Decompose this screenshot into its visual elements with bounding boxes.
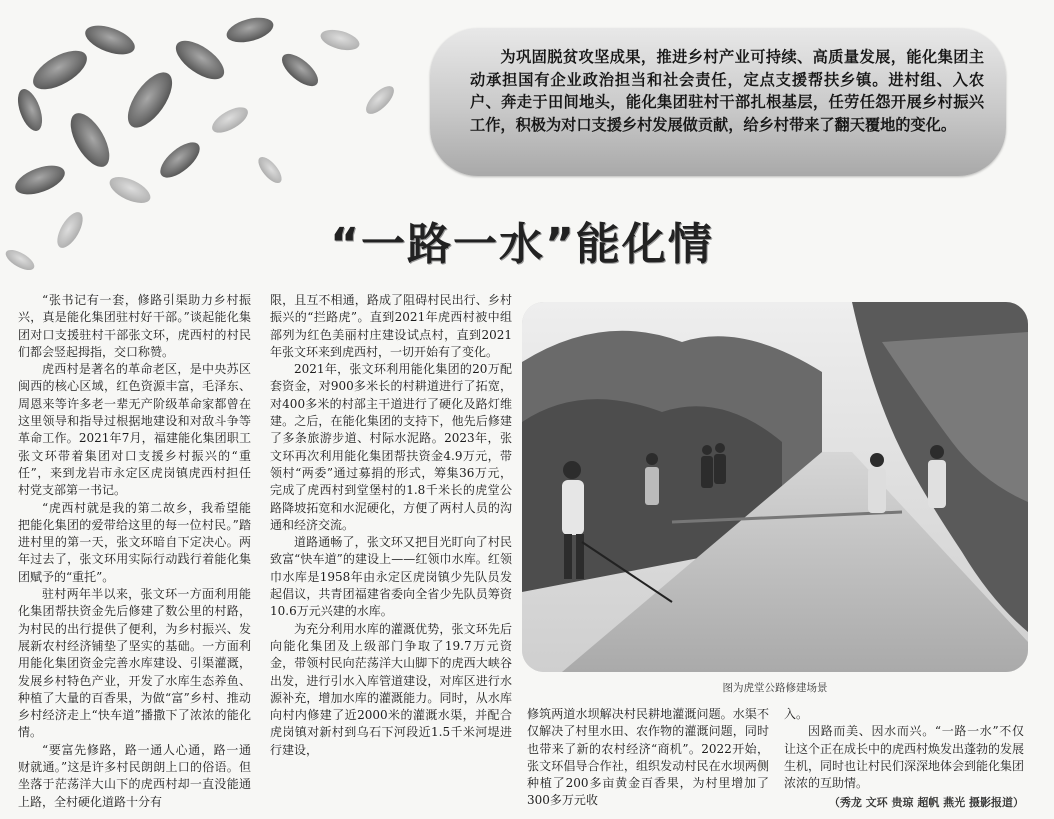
paragraph: 2021年，张文环利用能化集团的20万配套资金，对900多米长的村耕道进行了拓宽，对400多米的村部主干道进行了硬化及路灯维建。之后，在能化集团的支持下，他先后修建了多条旅游步道、村际水泥路。2023年，张文环再次利用能化集团帮扶资金4.9万元，带领村“两委”通过募捐的形式，筹集36万元，完成了虎西村到堂堡村的1.8千米长的虎堂公路降坡拓宽和水泥硬化，方便了两村人员的沟通和经济交流。 xyxy=(270,362,512,532)
paragraph: 驻村两年半以来，张文环一方面利用能化集团帮扶资金先后修建了数公里的村路，为村民的出行提供了便利，为乡村振兴、发展新农村经济铺垫了坚实的基础。一方面利用能化集团资金完善水库建设、引渠灌溉，发展乡村特色产业，开发了水库生态养鱼、种植了大量的百香果，为做“富”乡村、推动乡村经济走上“快车道”播撒下了浓浓的能化情。 xyxy=(18,587,251,740)
article-column-1 xyxy=(18,292,251,811)
photo-caption: 图为虎堂公路修建场景 xyxy=(722,682,828,694)
paragraph: “张书记有一套，修路引渠助力乡村振兴，真是能化集团驻村好干部。”谈起能化集团对口支援驻村干部张文环，虎西村的村民们都会竖起拇指，交口称赞。 xyxy=(18,293,251,359)
paragraph: 虎西村是著名的革命老区，是中央苏区闽西的核心区域，红色资源丰富，毛泽东、周恩来等许多老一辈无产阶级革命家都曾在这里领导和指导过根据地建设和对敌斗争等革命工作。2021年7月，福建能化集团职工张文环带着集团对口支援乡村振兴的“重任”，来到龙岩市永定区虎岗镇虎西村担任村党支部第一书记。 xyxy=(18,362,251,498)
byline: （秀龙 文环 贵琼 超帆 燕光 摄影报道） xyxy=(828,796,1024,810)
article-column-2 xyxy=(270,292,512,759)
intro-text: 为巩固脱贫攻坚成果，推进乡村产业可持续、高质量发展，能化集团主动承担国有企业政治担当和社会责任，定点支援帮扶乡镇。进村组、入农户、奔走于田间地头，能化集团驻村干部扎根基层，任劳任怨开展乡村振兴工作，积极为对口支援乡村发展做贡献，给乡村带来了翻天覆地的变化。 xyxy=(470,48,984,134)
road-construction-photo xyxy=(522,302,1028,672)
paragraph: 因路而美、因水而兴。“一路一水”不仅让这个正在成长中的虎西村焕发出蓬勃的发展生机，同时也让村民们深深地体会到能化集团浓浓的互助情。 xyxy=(784,724,1025,791)
intro-box xyxy=(430,28,1006,176)
article-column-3 xyxy=(527,706,769,810)
paragraph: 限，且互不相通，路成了阻碍村民出行、乡村振兴的“拦路虎”。直到2021年虎西村被中组部列为红色美丽村庄建设试点村，直到2021年张文环来到虎西村，一切开始有了变化。 xyxy=(270,293,512,359)
paragraph: 道路通畅了，张文环又把目光盯向了村民致富“快车道”的建设上——红领巾水库。红领巾水库是1958年由永定区虎岗镇少先队员发起倡议，共青团福建省委向全省少先队员筹资10.6万元兴建的水库。 xyxy=(270,535,512,619)
paragraph: “虎西村就是我的第二故乡，我希望能把能化集团的爱带给这里的每一位村民。”踏进村里的第一天，张文环暗自下定决心。两年过去了，张文环用实际行动践行着能化集团赋予的“重托”。 xyxy=(18,500,251,584)
paragraph: “要富先修路，路一通人心通，路一通财就通。”这是许多村民朗朗上口的俗语。但坐落于茫荡洋大山下的虎西村却一直没能通上路，全村硬化道路十分有 xyxy=(18,742,251,809)
paragraph: 为充分利用水库的灌溉优势，张文环先后向能化集团及上级部门争取了19.7万元资金，带领村民向茫荡洋大山脚下的虎西大峡谷出发，进行引水入库管道建设，对库区进行水源补充，增加水库的灌溉能力。同时，从水库向村内修建了近2000米的灌溉水渠，并配合虎岗镇对新村到乌石下河段近1.5千米河堤进行建设， xyxy=(270,621,512,757)
article-headline: “一路一水”能化情 xyxy=(330,219,714,270)
paragraph: 修筑两道水坝解决村民耕地灌溉问题。水渠不仅解决了村里水田、农作物的灌溉问题，同时也带来了新的农村经济“商机”。2022开始，张文环倡导合作社，组织发动村民在水坝两侧种植了200多亩黄金百香果，为村里增加了300多万元收 xyxy=(527,707,769,808)
paragraph: 入。 xyxy=(784,707,809,721)
article-column-4 xyxy=(784,706,1024,812)
